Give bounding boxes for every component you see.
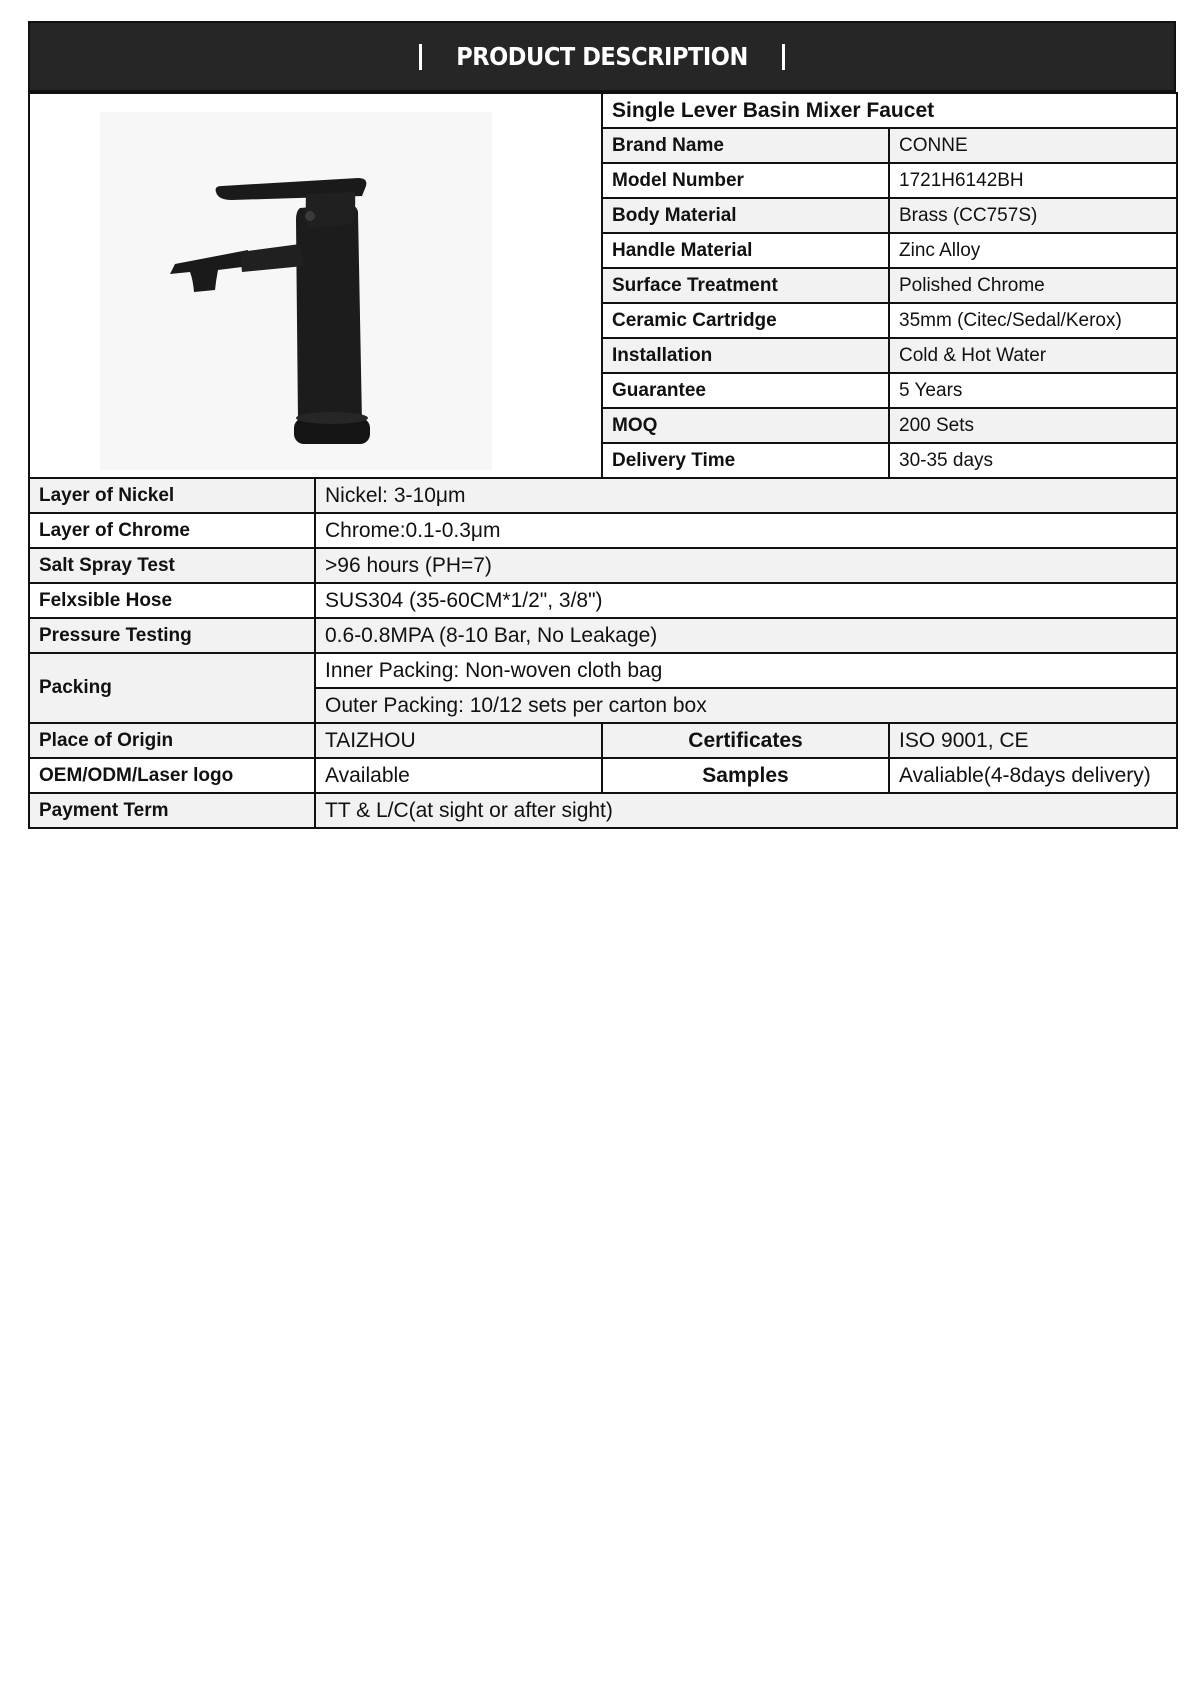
product-image-cell [29, 93, 602, 478]
detail-value: >96 hours (PH=7) [315, 548, 1177, 583]
spec-label: MOQ [602, 408, 889, 443]
oem-value: Available [315, 758, 602, 793]
product-name: Single Lever Basin Mixer Faucet [602, 93, 1177, 128]
certificates-label: Certificates [602, 723, 889, 758]
oem-label: OEM/ODM/Laser logo [29, 758, 315, 793]
spec-value: CONNE [889, 128, 1177, 163]
spec-label: Ceramic Cartridge [602, 303, 889, 338]
header-bar-right [782, 44, 785, 70]
spec-value: 200 Sets [889, 408, 1177, 443]
payment-value: TT & L/C(at sight or after sight) [315, 793, 1177, 828]
spec-value: 1721H6142BH [889, 163, 1177, 198]
detail-label: Layer of Chrome [29, 513, 315, 548]
spec-label: Delivery Time [602, 443, 889, 478]
spec-label: Brand Name [602, 128, 889, 163]
spec-value: 30-35 days [889, 443, 1177, 478]
detail-label: Pressure Testing [29, 618, 315, 653]
spec-label: Surface Treatment [602, 268, 889, 303]
spec-value: Brass (CC757S) [889, 198, 1177, 233]
samples-label: Samples [602, 758, 889, 793]
spec-value: Cold & Hot Water [889, 338, 1177, 373]
detail-label: Felxsible Hose [29, 583, 315, 618]
detail-value: 0.6-0.8MPA (8-10 Bar, No Leakage) [315, 618, 1177, 653]
spec-table [28, 92, 1178, 829]
detail-value: SUS304 (35-60CM*1/2", 3/8") [315, 583, 1177, 618]
faucet-icon [100, 112, 492, 470]
spec-value: Zinc Alloy [889, 233, 1177, 268]
detail-label: Layer of Nickel [29, 478, 315, 513]
spec-label: Handle Material [602, 233, 889, 268]
detail-value: Nickel: 3-10μm [315, 478, 1177, 513]
origin-value: TAIZHOU [315, 723, 602, 758]
origin-label: Place of Origin [29, 723, 315, 758]
spec-label: Body Material [602, 198, 889, 233]
packing-outer: Outer Packing: 10/12 sets per carton box [315, 688, 1177, 723]
spec-value: 35mm (Citec/Sedal/Kerox) [889, 303, 1177, 338]
packing-inner: Inner Packing: Non-woven cloth bag [315, 653, 1177, 688]
samples-value: Avaliable(4-8days delivery) [889, 758, 1177, 793]
sheet-header [28, 21, 1176, 92]
header-bar-left [419, 44, 422, 70]
certificates-value: ISO 9001, CE [889, 723, 1177, 758]
spec-label: Model Number [602, 163, 889, 198]
spec-label: Installation [602, 338, 889, 373]
header-title: PRODUCT DESCRIPTION [456, 42, 748, 71]
spec-value: 5 Years [889, 373, 1177, 408]
product-sheet [28, 21, 1176, 829]
detail-label: Salt Spray Test [29, 548, 315, 583]
packing-label: Packing [29, 653, 315, 723]
product-image [100, 112, 492, 470]
spec-value: Polished Chrome [889, 268, 1177, 303]
payment-label: Payment Term [29, 793, 315, 828]
detail-value: Chrome:0.1-0.3μm [315, 513, 1177, 548]
spec-label: Guarantee [602, 373, 889, 408]
